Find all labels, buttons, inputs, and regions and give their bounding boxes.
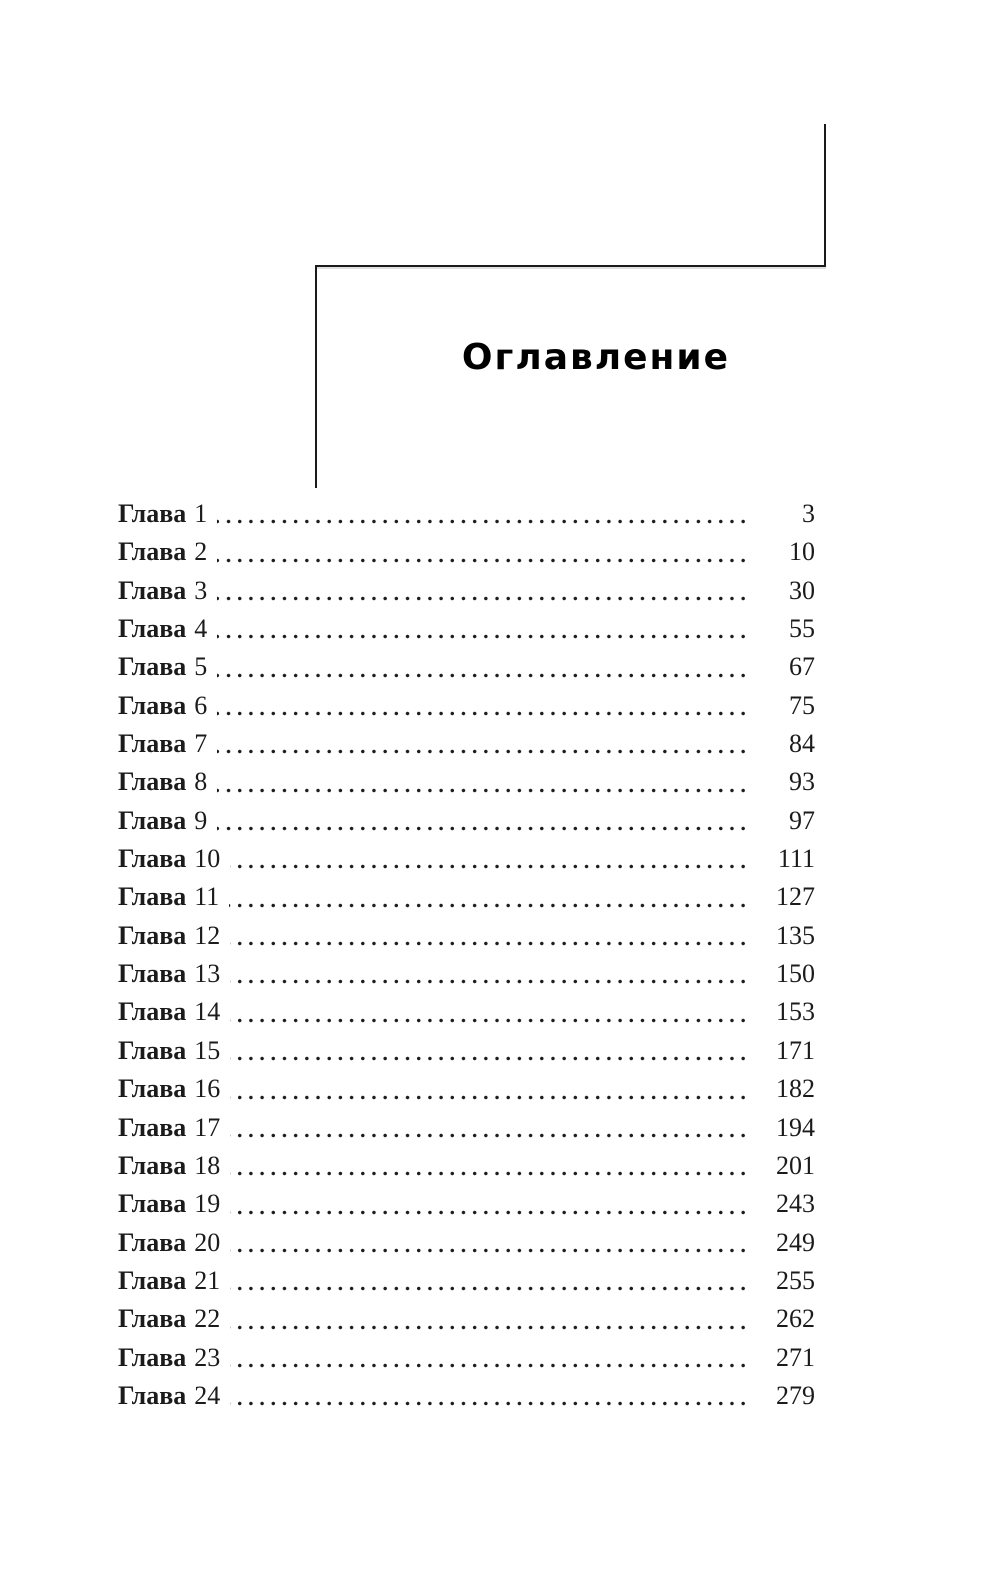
- dot-leader: [217, 610, 749, 648]
- page-number: 55: [789, 614, 815, 644]
- dot-leader: [230, 917, 749, 955]
- dot-leader: [230, 1377, 749, 1415]
- toc-entry: [118, 533, 815, 571]
- toc-entry: [118, 1339, 815, 1377]
- dot-leader: [230, 1185, 749, 1223]
- toc-entry: [118, 993, 815, 1031]
- chapter-number: 5: [194, 652, 208, 682]
- page-number: 243: [776, 1189, 815, 1219]
- chapter-label: Глава: [118, 1304, 187, 1334]
- dot-leader: [230, 955, 749, 993]
- chapter-label: Глава: [118, 1035, 187, 1065]
- page-title: Оглавление: [461, 337, 731, 378]
- chapter-label: Глава: [118, 1342, 187, 1372]
- page-number: 135: [776, 920, 815, 950]
- chapter-number: 12: [194, 920, 221, 950]
- page-number: 271: [776, 1342, 815, 1372]
- chapter-label: Глава: [118, 1150, 187, 1180]
- dot-leader: [217, 725, 749, 763]
- toc-entry: [118, 572, 815, 610]
- toc-entry: [118, 1032, 815, 1070]
- toc-entry: [118, 917, 815, 955]
- corner-rule-left-vertical: [315, 265, 317, 488]
- chapter-number: 19: [194, 1189, 221, 1219]
- chapter-number: 13: [194, 959, 221, 989]
- chapter-number: 23: [194, 1342, 221, 1372]
- dot-leader: [230, 1300, 749, 1338]
- chapter-label: Глава: [118, 729, 187, 759]
- chapter-number: 10: [194, 844, 221, 874]
- chapter-label: Глава: [118, 997, 187, 1027]
- chapter-number: 16: [194, 1074, 221, 1104]
- page-number: 75: [789, 690, 815, 720]
- toc-entry: [118, 878, 815, 916]
- chapter-label: Глава: [118, 1380, 187, 1410]
- dot-leader: [230, 1224, 749, 1262]
- chapter-label: Глава: [118, 844, 187, 874]
- dot-leader: [230, 1070, 749, 1108]
- dot-leader: [217, 687, 749, 725]
- toc-entry: [118, 1109, 815, 1147]
- page-number: 262: [776, 1304, 815, 1334]
- page-number: 97: [789, 805, 815, 835]
- dot-leader: [217, 802, 749, 840]
- toc-entry: [118, 955, 815, 993]
- chapter-number: 17: [194, 1112, 221, 1142]
- toc-list: [118, 495, 815, 1415]
- page-number: 182: [776, 1074, 815, 1104]
- chapter-label: Глава: [118, 767, 187, 797]
- dot-leader: [230, 1032, 749, 1070]
- chapter-number: 3: [194, 575, 208, 605]
- dot-leader: [229, 878, 749, 916]
- dot-leader: [217, 495, 749, 533]
- chapter-number: 4: [194, 614, 208, 644]
- chapter-label: Глава: [118, 652, 187, 682]
- chapter-number: 7: [194, 729, 208, 759]
- chapter-label: Глава: [118, 920, 187, 950]
- toc-entry: [118, 1185, 815, 1223]
- toc-entry: [118, 1300, 815, 1338]
- dot-leader: [230, 840, 749, 878]
- page-number: 30: [789, 575, 815, 605]
- page-number: 84: [789, 729, 815, 759]
- dot-leader: [230, 1109, 749, 1147]
- chapter-number: 18: [194, 1150, 221, 1180]
- page-number: 10: [789, 537, 815, 567]
- chapter-number: 1: [194, 499, 208, 528]
- chapter-label: Глава: [118, 690, 187, 720]
- dot-leader: [230, 1147, 749, 1185]
- dot-leader: [217, 572, 749, 610]
- toc-entry: [118, 1147, 815, 1185]
- toc-entry: [118, 725, 815, 763]
- page-number: 194: [776, 1112, 815, 1142]
- chapter-number: 22: [194, 1304, 221, 1334]
- chapter-label: Глава: [118, 1112, 187, 1142]
- chapter-label: Глава: [118, 614, 187, 644]
- toc-entry: [118, 1377, 815, 1415]
- page-number: 171: [776, 1035, 815, 1065]
- toc-entry: [118, 1262, 815, 1300]
- toc-entry: [118, 802, 815, 840]
- chapter-number: 24: [194, 1380, 221, 1410]
- toc-entry: [118, 687, 815, 725]
- toc-entry: [118, 648, 815, 686]
- chapter-number: 8: [194, 767, 208, 797]
- dot-leader: [230, 1262, 749, 1300]
- chapter-number: 15: [194, 1035, 221, 1065]
- chapter-label: Глава: [118, 805, 187, 835]
- chapter-label: Глава: [118, 499, 187, 528]
- corner-rule-right-vertical: [824, 124, 826, 267]
- chapter-label: Глава: [118, 575, 187, 605]
- chapter-number: 6: [194, 690, 208, 720]
- chapter-label: Глава: [118, 1074, 187, 1104]
- chapter-label: Глава: [118, 537, 187, 567]
- toc-entry: [118, 610, 815, 648]
- page-number: 111: [777, 844, 815, 874]
- toc-entry: [118, 763, 815, 801]
- chapter-label: Глава: [118, 959, 187, 989]
- chapter-label: Глава: [118, 1265, 187, 1295]
- chapter-number: 21: [194, 1265, 221, 1295]
- dot-leader: [230, 993, 749, 1031]
- dot-leader: [217, 648, 749, 686]
- chapter-number: 11: [194, 882, 220, 912]
- toc-entry: [118, 1224, 815, 1262]
- page-number: 201: [776, 1150, 815, 1180]
- chapter-number: 9: [194, 805, 208, 835]
- page-number: 150: [776, 959, 815, 989]
- chapter-label: Глава: [118, 882, 187, 912]
- page-number: 279: [776, 1380, 815, 1410]
- toc-entry: [118, 495, 815, 533]
- page-number: 255: [776, 1265, 815, 1295]
- page-number: 3: [802, 499, 815, 528]
- chapter-label: Глава: [118, 1227, 187, 1257]
- page-number: 153: [776, 997, 815, 1027]
- page-number: 249: [776, 1227, 815, 1257]
- toc-entry: [118, 840, 815, 878]
- chapter-number: 20: [194, 1227, 221, 1257]
- page-number: 67: [789, 652, 815, 682]
- dot-leader: [230, 1339, 749, 1377]
- dot-leader: [217, 533, 749, 571]
- page-number: 127: [776, 882, 815, 912]
- chapter-label: Глава: [118, 1189, 187, 1219]
- chapter-number: 2: [194, 537, 208, 567]
- chapter-number: 14: [194, 997, 221, 1027]
- corner-rule-horizontal: [315, 265, 826, 267]
- dot-leader: [217, 763, 749, 801]
- toc-entry: [118, 1070, 815, 1108]
- page-number: 93: [789, 767, 815, 797]
